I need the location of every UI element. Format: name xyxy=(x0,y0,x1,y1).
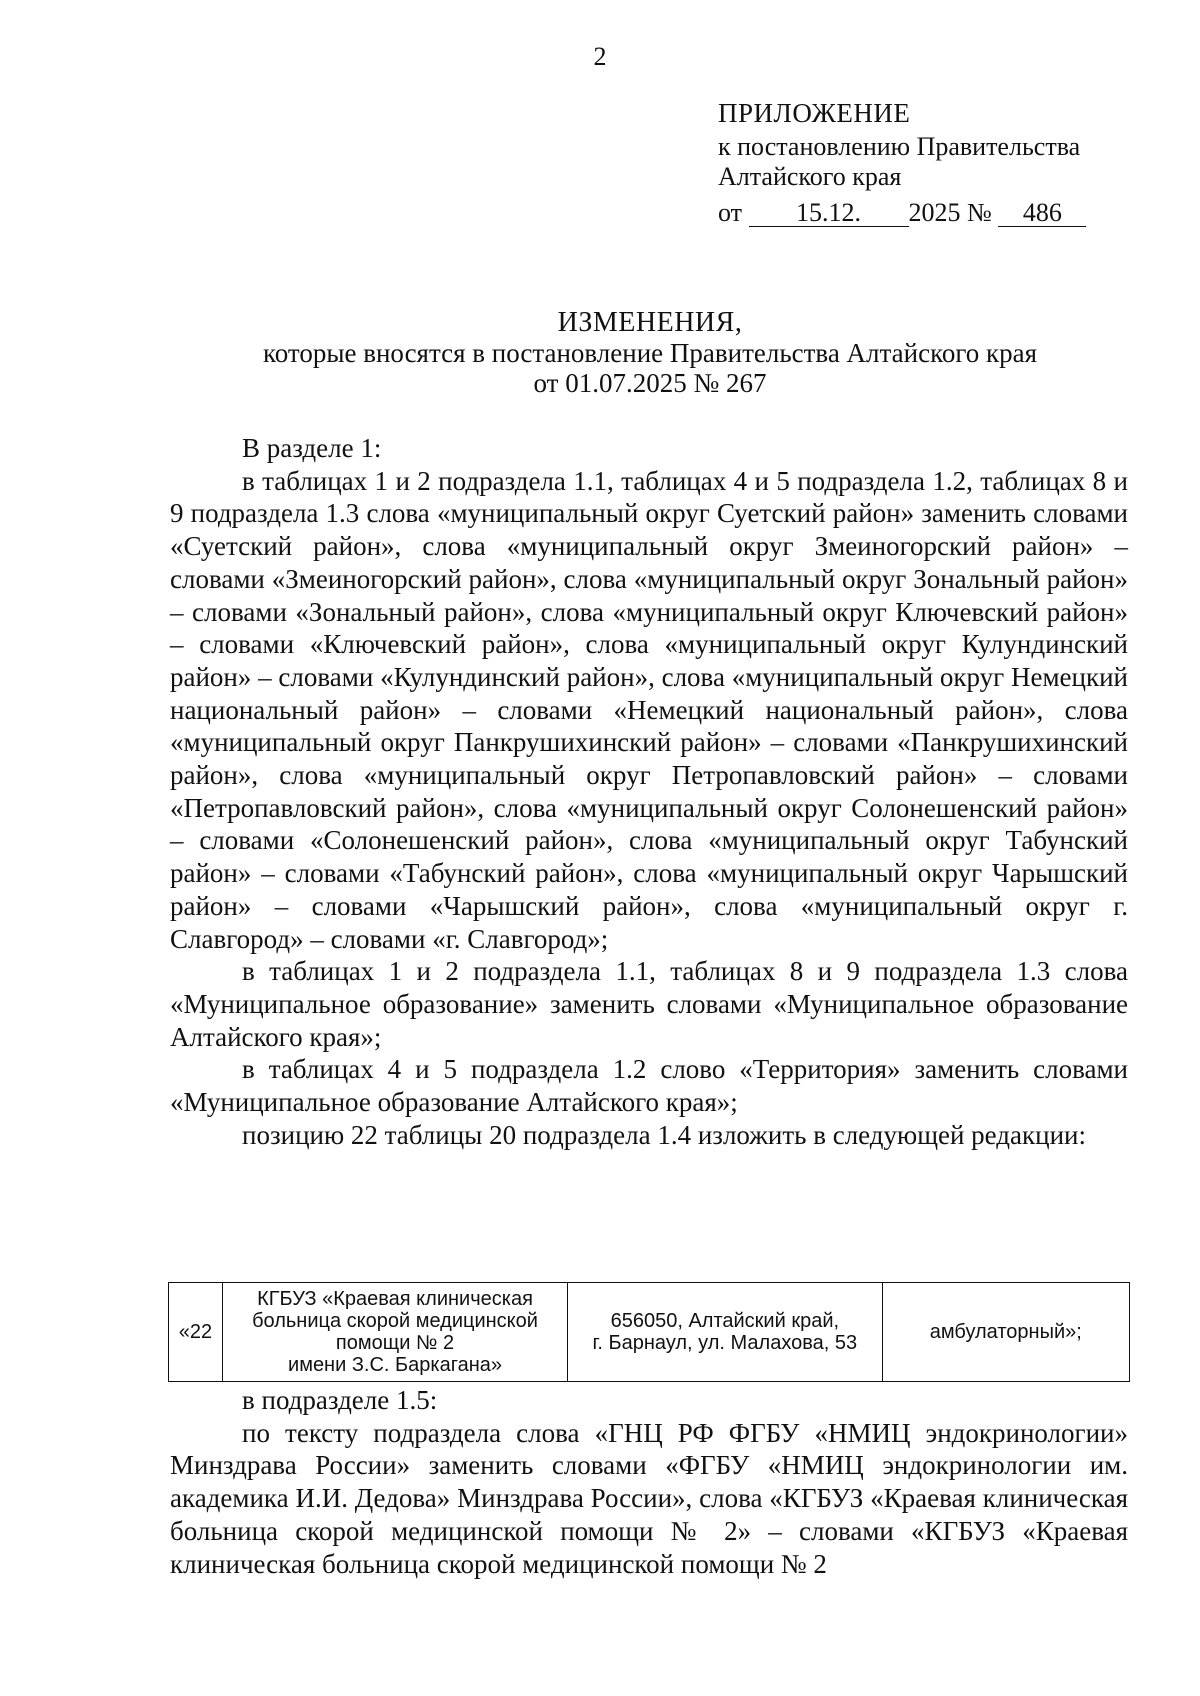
title-line-3: от 01.07.2025 № 267 xyxy=(533,368,767,398)
document-title xyxy=(170,308,1130,398)
org-line: КГБУЗ «Краевая клиническая xyxy=(257,1288,533,1310)
appendix-heading: ПРИЛОЖЕНИЕ xyxy=(718,98,911,128)
paragraph: в подразделе 1.5: xyxy=(242,1385,438,1415)
appendix-line-1: к постановлению Правительства xyxy=(718,132,1081,161)
appendix-header xyxy=(718,98,1158,228)
title-line-2: которые вносятся в постановление Правительства Алтайского края xyxy=(262,338,1037,368)
resolution-date: 15.12. xyxy=(749,200,909,227)
table-cell-address xyxy=(568,1283,883,1382)
paragraph: в таблицах 4 и 5 подраздела 1.2 слово «Территория» заменить словами «Муниципальное образование Алтайского края»; xyxy=(170,1054,1128,1118)
table-cell-type: амбулаторный»; xyxy=(882,1283,1129,1382)
org-line: имени З.С. Баркагана» xyxy=(288,1354,502,1376)
table-cell-position: «22 xyxy=(169,1283,223,1382)
paragraph: в таблицах 1 и 2 подраздела 1.1, таблицах 8 и 9 подраздела 1.3 слова «Муниципальное образование» заменить словами «Муниципальное образование Алтайского края»; xyxy=(170,956,1128,1052)
org-line: больница скорой медицинской xyxy=(252,1310,538,1332)
resolution-year: 2025 xyxy=(908,198,961,227)
body-text xyxy=(170,432,1128,1151)
table-cell-organization xyxy=(222,1283,567,1382)
address-line: г. Барнаул, ул. Малахова, 53 xyxy=(592,1332,858,1354)
org-line: помощи № 2 xyxy=(335,1332,455,1354)
number-sign: № xyxy=(967,198,992,227)
paragraph: В разделе 1: xyxy=(242,433,382,463)
appendix-line-2: Алтайского края xyxy=(718,162,902,191)
address-line: 656050, Алтайский край, xyxy=(610,1310,840,1332)
title-main: ИЗМЕНЕНИЯ, xyxy=(557,307,743,338)
body-text-continued xyxy=(170,1384,1128,1580)
page-number: 2 xyxy=(593,42,607,71)
position-table xyxy=(168,1282,1130,1382)
table-row xyxy=(169,1283,1130,1382)
paragraph: по тексту подраздела слова «ГНЦ РФ ФГБУ «НМИЦ эндокринологии» Минздрава России» заменить словами «ФГБУ «НМИЦ эндокринологии им. академика И.И. Дедова» Минздрава России», слова «КГБУЗ «Краевая клиническая больница скорой медицинской помощи № 2» – словами «КГБУЗ «Краевая клиническая больница скорой медицинской помощи № 2 xyxy=(170,1417,1128,1579)
from-label: от xyxy=(718,198,743,227)
resolution-number: 486 xyxy=(998,200,1086,227)
appendix-date-line xyxy=(718,198,1158,228)
paragraph: позицию 22 таблицы 20 подраздела 1.4 изложить в следующей редакции: xyxy=(242,1119,1086,1150)
paragraph: в таблицах 1 и 2 подраздела 1.1, таблицах 4 и 5 подраздела 1.2, таблицах 8 и 9 подраздела 1.3 слова «муниципальный округ Суетский район» заменить словами «Суетский район», слова «муниципальный округ Змеиногорский район» – словами «Змеиногорский район», слова «муниципальный округ Зональный район» – словами «Зональный район», слова «муниципальный округ Ключевский район» – словами «Ключевский район», слова «муниципальный округ Кулундинский район» – словами «Кулундинский район», слова «муниципальный округ Немецкий национальный район» – словами «Немецкий национальный район», слова «муниципальный округ Панкрушихинский район» – словами «Панкрушихинский район», слова «муниципальный округ Петропавловский район» – словами «Петропавловский район», слова «муниципальный округ Солонешенский район» – словами «Солонешенский район», слова «муниципальный округ Табунский район» – словами «Табунский район», слова «муниципальный округ Чарышский район» – словами «Чарышский район», слова «муниципальный округ г. Славгород» – словами «г. Славгород»; xyxy=(170,465,1128,954)
